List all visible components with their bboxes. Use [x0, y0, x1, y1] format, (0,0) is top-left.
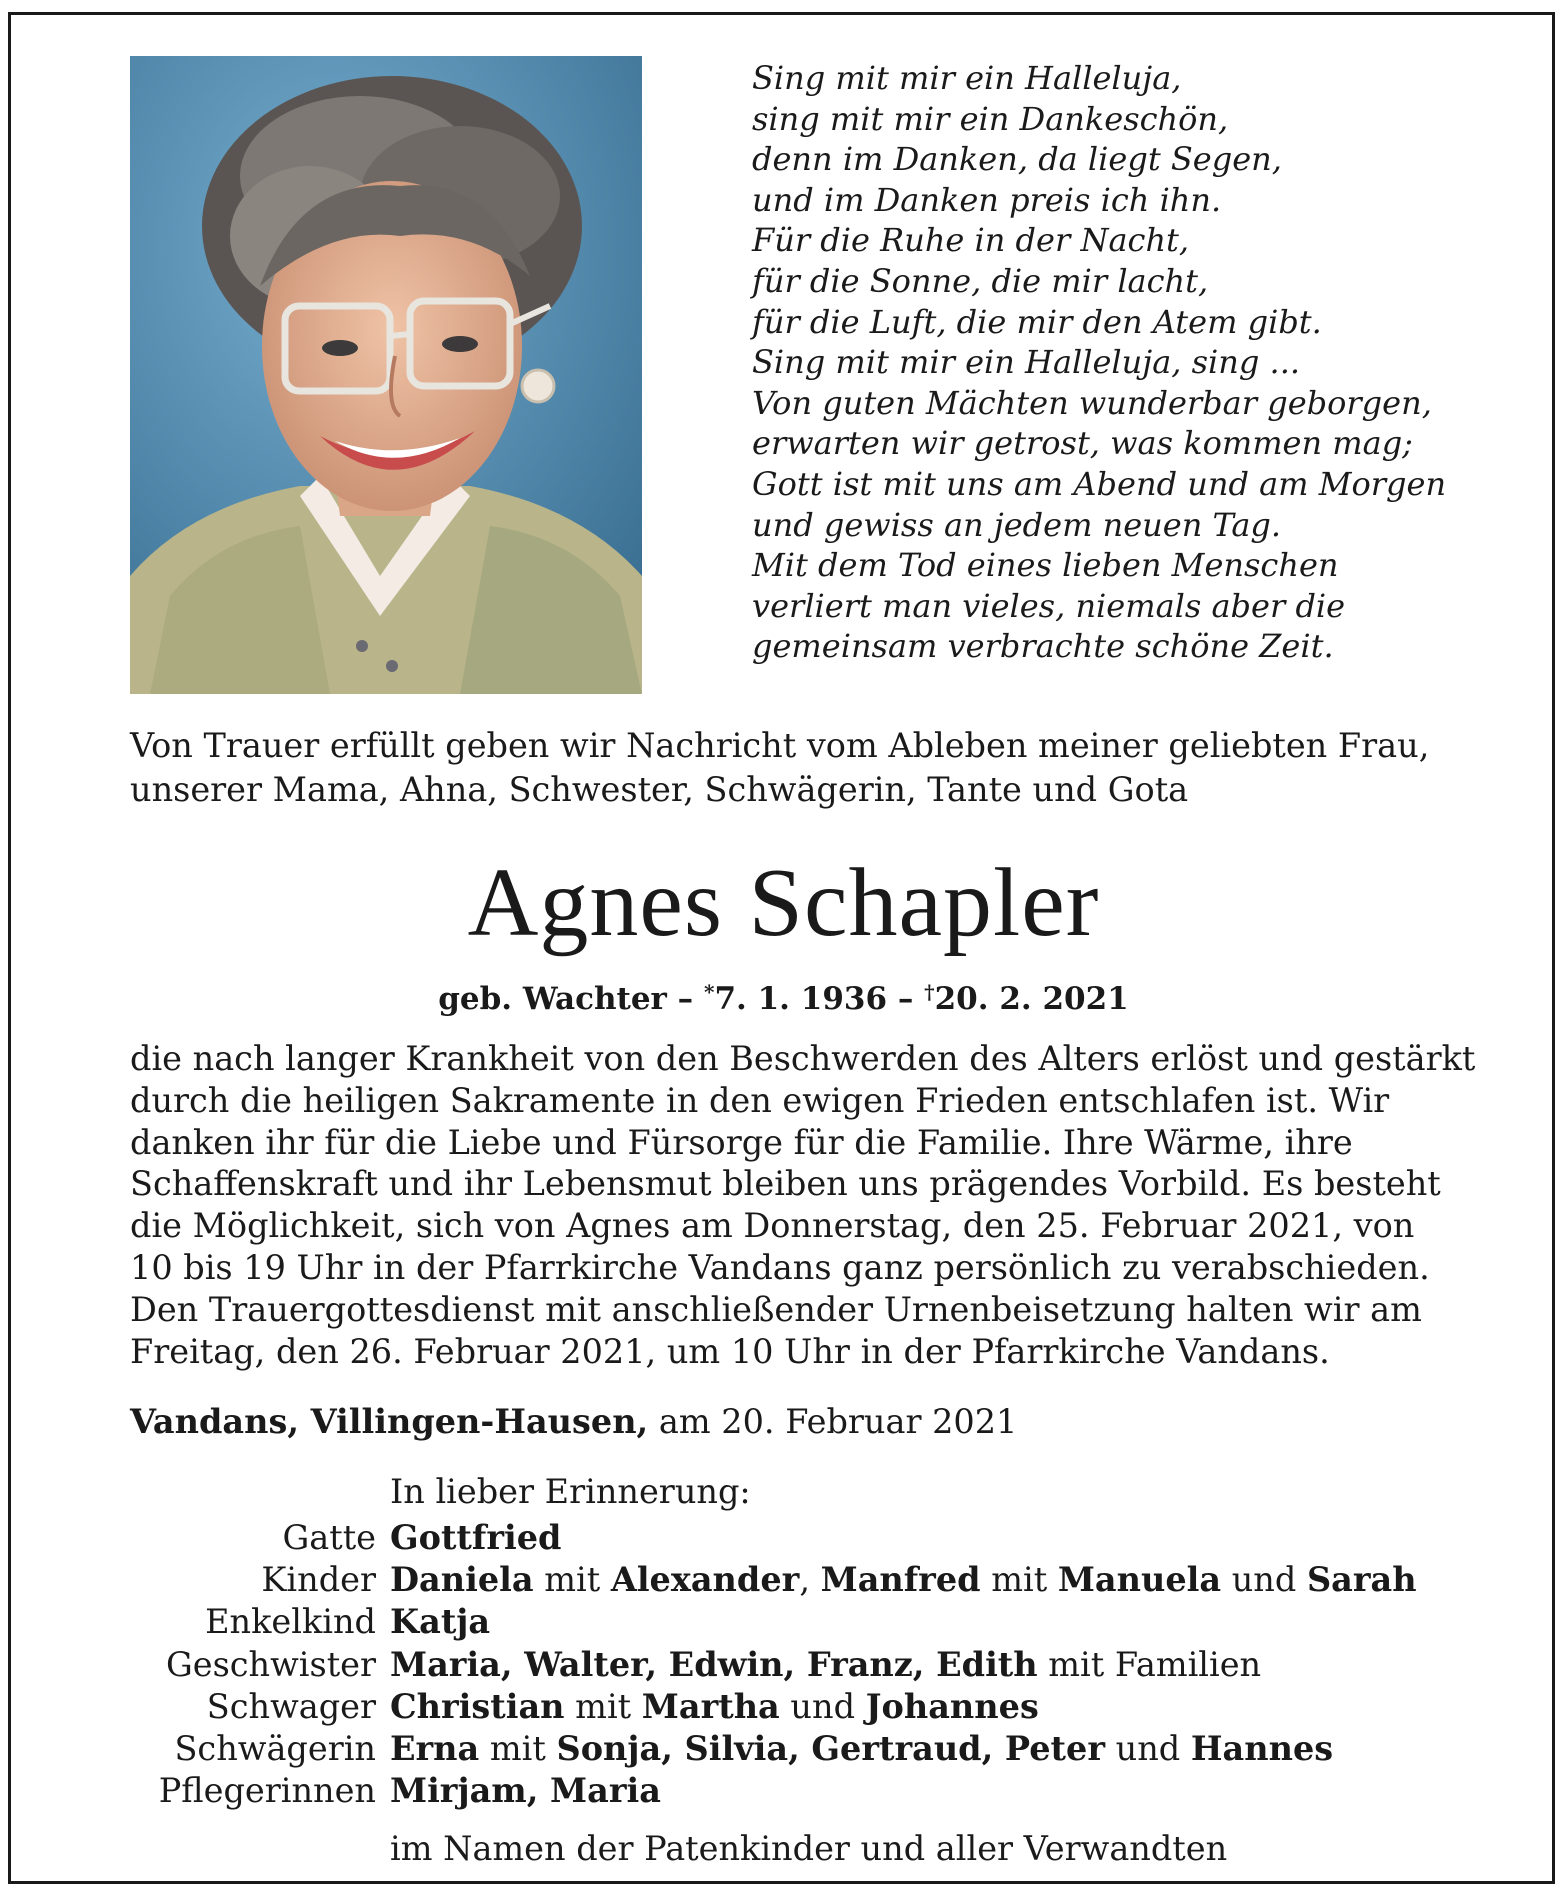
death-symbol: † — [924, 980, 935, 1004]
family-member-name: Daniela — [390, 1560, 534, 1600]
life-dates — [0, 970, 1567, 1021]
poem-line: Sing mit mir ein Halleluja, sing ... — [752, 343, 1301, 382]
family-role: Pflegerinnen — [158, 1771, 376, 1811]
poem-line: gemeinsam verbrachte schöne Zeit. — [752, 627, 1334, 666]
born-name: geb. Wachter — [438, 981, 667, 1017]
family-member-name: Alexander — [610, 1560, 800, 1600]
family-role: Kinder — [261, 1560, 376, 1600]
poem-line: Sing mit mir ein Halleluja, — [752, 59, 1182, 97]
portrait-photo — [130, 56, 642, 694]
deceased-name: Agnes Schapler — [467, 849, 1100, 957]
body-line: Schaffenskraft und ihr Lebensmut bleiben uns prägendes Vorbild. Es besteht — [130, 1164, 1441, 1204]
family-role: Gatte — [282, 1518, 376, 1557]
family-role: Schwägerin — [174, 1728, 376, 1768]
dash: – — [897, 981, 914, 1017]
family-member-name: Mirjam, Maria — [390, 1771, 661, 1811]
family-member-name: Manuela — [1057, 1560, 1222, 1600]
portrait-illustration — [130, 56, 642, 694]
family-members — [390, 1559, 1417, 1601]
family-connector: und — [779, 1686, 866, 1726]
poem-line: Mit dem Tod eines lieben Menschen — [752, 546, 1339, 585]
body-line: Freitag, den 26. Februar 2021, um 10 Uhr in der Pfarrkirche Vandans. — [130, 1331, 1330, 1371]
family-member-name: Sonja, Silvia, Gertraud, Peter — [556, 1728, 1105, 1768]
family-member-name: Gottfried — [390, 1518, 562, 1557]
family-connector: mit — [479, 1728, 557, 1768]
poem-line: denn im Danken, da liegt Segen, — [752, 140, 1282, 179]
family-member-name: Johannes — [865, 1686, 1039, 1726]
intro-line: unserer Mama, Ahna, Schwester, Schwägerin, Tante und Gota — [130, 770, 1189, 809]
family-connector: und — [1104, 1728, 1191, 1768]
family-connector: mit — [564, 1686, 642, 1726]
place-location: Vandans, Villingen-Hausen, — [130, 1402, 649, 1441]
poem-line: und im Danken preis ich ihn. — [752, 180, 1222, 219]
memory-title: In lieber Erinnerung: — [390, 1472, 751, 1511]
body-line: danken ihr für die Liebe und Fürsorge für die Familie. Ihre Wärme, ihre — [130, 1122, 1353, 1162]
family-connector: mit — [533, 1560, 611, 1600]
family-connector: und — [1221, 1560, 1307, 1600]
poem-line: Von guten Mächten wunderbar geborgen, — [752, 383, 1432, 422]
family-row — [120, 1770, 1520, 1812]
body-line: 10 bis 19 Uhr in der Pfarrkirche Vandans ganz persönlich zu verabschieden. — [130, 1247, 1430, 1287]
death-date: 20. 2. 2021 — [934, 981, 1129, 1017]
family-row — [120, 1601, 1520, 1643]
dash: – — [677, 981, 694, 1017]
family-members — [390, 1770, 661, 1812]
family-connector: , — [799, 1560, 821, 1600]
poem-line: Für die Ruhe in der Nacht, — [752, 221, 1190, 260]
poem-line: Gott ist mit uns am Abend und am Morgen — [752, 464, 1447, 503]
family-row — [120, 1559, 1520, 1601]
poem-line: verliert man vieles, niemals aber die — [752, 586, 1346, 625]
family-member-name: Erna — [390, 1728, 480, 1768]
family-role: Schwager — [206, 1686, 376, 1726]
family-row — [120, 1686, 1520, 1728]
body-line: Den Trauergottesdienst mit anschließender Urnenbeisetzung halten wir am — [130, 1289, 1422, 1329]
family-members — [390, 1601, 490, 1643]
poem-line: erwarten wir getrost, was kommen mag; — [752, 424, 1413, 463]
place-and-date — [130, 1400, 1017, 1444]
body-line: die nach langer Krankheit von den Beschwerden des Alters erlöst und gestärkt — [130, 1039, 1476, 1078]
family-row — [120, 1517, 1520, 1559]
birth-date: 7. 1. 1936 — [714, 981, 888, 1017]
announcement-intro — [130, 724, 1450, 812]
family-member-name: Maria, Walter, Edwin, Franz, Edith — [390, 1644, 1038, 1684]
family-members — [390, 1728, 1333, 1770]
family-member-name: Hannes — [1190, 1728, 1334, 1768]
family-members — [390, 1517, 561, 1559]
family-member-name: Katja — [390, 1602, 491, 1642]
family-row — [120, 1728, 1520, 1770]
family-members — [390, 1644, 1261, 1686]
body-line: durch die heiligen Sakramente in den ewigen Frieden entschlafen ist. Wir — [130, 1080, 1390, 1120]
family-list — [120, 1517, 1520, 1812]
poem-line: und gewiss an jedem neuen Tag. — [752, 505, 1282, 544]
family-row — [120, 1644, 1520, 1686]
place-date: am 20. Februar 2021 — [658, 1402, 1018, 1441]
family-member-name: Christian — [390, 1686, 565, 1726]
birth-symbol: * — [703, 980, 715, 1004]
family-role: Geschwister — [166, 1644, 376, 1684]
poem-line: sing mit mir ein Dankeschön, — [752, 99, 1229, 138]
poem-line: für die Sonne, die mir lacht, — [752, 261, 1209, 300]
body-line: die Möglichkeit, sich von Agnes am Donnerstag, den 25. Februar 2021, von — [130, 1206, 1415, 1246]
family-member-name: Martha — [641, 1686, 780, 1726]
family-members — [390, 1686, 1039, 1728]
notice-body — [130, 1038, 1476, 1372]
family-role: Enkelkind — [205, 1602, 376, 1642]
poem-line: für die Luft, die mir den Atem gibt. — [752, 302, 1322, 341]
closing-line: im Namen der Patenkinder und aller Verwandten — [390, 1829, 1228, 1868]
intro-line: Von Trauer erfüllt geben wir Nachricht vom Ableben meiner geliebten Frau, — [130, 726, 1430, 765]
family-connector: mit — [980, 1560, 1058, 1600]
family-member-name: Manfred — [820, 1560, 981, 1600]
family-member-name: Sarah — [1306, 1560, 1417, 1600]
family-connector: mit Familien — [1037, 1644, 1262, 1684]
poem — [752, 58, 1512, 667]
